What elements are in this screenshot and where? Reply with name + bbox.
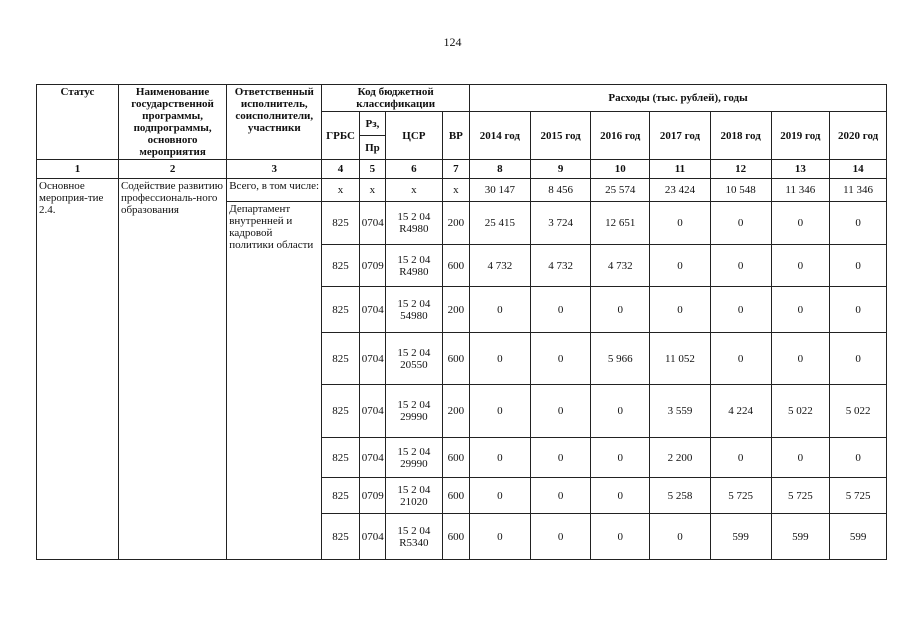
column-number: 7 bbox=[442, 160, 469, 179]
column-number: 1 bbox=[37, 160, 119, 179]
data-cell: 0 bbox=[530, 438, 591, 478]
data-cell: 12 651 bbox=[591, 202, 650, 245]
header-csr: ЦСР bbox=[386, 112, 443, 160]
data-cell: 5 258 bbox=[650, 478, 711, 514]
data-cell: 15 2 04 20550 bbox=[386, 333, 443, 385]
data-cell: 0 bbox=[650, 514, 711, 560]
data-cell: 0 bbox=[530, 333, 591, 385]
data-cell: 825 bbox=[322, 333, 359, 385]
data-cell: 825 bbox=[322, 202, 359, 245]
budget-table bbox=[36, 84, 887, 560]
header-year: 2018 год bbox=[710, 112, 771, 160]
data-cell: 0 bbox=[710, 287, 771, 333]
total-cell: х bbox=[322, 179, 359, 202]
header-year: 2017 год bbox=[650, 112, 711, 160]
data-cell: 5 022 bbox=[830, 385, 887, 438]
data-cell: 825 bbox=[322, 245, 359, 287]
data-cell: 3 559 bbox=[650, 385, 711, 438]
data-cell: 15 2 04 R4980 bbox=[386, 202, 443, 245]
data-cell: 600 bbox=[442, 514, 469, 560]
data-cell: 0 bbox=[530, 287, 591, 333]
data-cell: 825 bbox=[322, 287, 359, 333]
data-cell: 0704 bbox=[359, 202, 385, 245]
header-year: 2020 год bbox=[830, 112, 887, 160]
data-cell: 0 bbox=[591, 385, 650, 438]
column-number: 8 bbox=[470, 160, 531, 179]
column-number: 11 bbox=[650, 160, 711, 179]
header-expenses: Расходы (тыс. рублей), годы bbox=[470, 85, 887, 112]
header-responsible: Ответственный исполнитель, соисполнители, участники bbox=[227, 85, 322, 160]
total-cell: 11 346 bbox=[771, 179, 830, 202]
data-cell: 200 bbox=[442, 287, 469, 333]
data-cell: 0 bbox=[591, 478, 650, 514]
column-number: 12 bbox=[710, 160, 771, 179]
data-cell: 200 bbox=[442, 385, 469, 438]
data-cell: 0709 bbox=[359, 478, 385, 514]
data-cell: 0 bbox=[591, 438, 650, 478]
total-cell: 8 456 bbox=[530, 179, 591, 202]
data-cell: 15 2 04 29990 bbox=[386, 438, 443, 478]
header-budget-code: Код бюджетной классификации bbox=[322, 85, 470, 112]
data-cell: 599 bbox=[830, 514, 887, 560]
column-number: 9 bbox=[530, 160, 591, 179]
data-cell: 0 bbox=[650, 202, 711, 245]
data-cell: 5 725 bbox=[771, 478, 830, 514]
data-cell: 2 200 bbox=[650, 438, 711, 478]
data-cell: 0 bbox=[591, 514, 650, 560]
page-number: 124 bbox=[443, 35, 462, 49]
responsible-cell: Департамент внутренней и кадровой политики области bbox=[227, 202, 322, 560]
data-cell: 599 bbox=[710, 514, 771, 560]
data-cell: 15 2 04 21020 bbox=[386, 478, 443, 514]
data-cell: 825 bbox=[322, 385, 359, 438]
data-cell: 5 725 bbox=[710, 478, 771, 514]
data-cell: 4 732 bbox=[591, 245, 650, 287]
data-cell: 0 bbox=[470, 333, 531, 385]
data-cell: 0 bbox=[470, 514, 531, 560]
total-cell: х bbox=[359, 179, 385, 202]
data-cell: 3 724 bbox=[530, 202, 591, 245]
data-cell: 0 bbox=[710, 245, 771, 287]
data-cell: 825 bbox=[322, 438, 359, 478]
header-grbs: ГРБС bbox=[322, 112, 359, 160]
data-cell: 25 415 bbox=[470, 202, 531, 245]
header-vr: ВР bbox=[442, 112, 469, 160]
data-cell: 5 966 bbox=[591, 333, 650, 385]
data-cell: 0 bbox=[530, 478, 591, 514]
data-cell: 200 bbox=[442, 202, 469, 245]
column-number: 14 bbox=[830, 160, 887, 179]
data-cell: 0704 bbox=[359, 385, 385, 438]
data-cell: 0 bbox=[771, 333, 830, 385]
data-cell: 0 bbox=[771, 287, 830, 333]
data-cell: 0704 bbox=[359, 514, 385, 560]
data-cell: 825 bbox=[322, 514, 359, 560]
data-cell: 4 732 bbox=[470, 245, 531, 287]
data-cell: 0 bbox=[650, 245, 711, 287]
total-cell: 10 548 bbox=[710, 179, 771, 202]
data-cell: 0 bbox=[771, 438, 830, 478]
data-cell: 0 bbox=[470, 287, 531, 333]
header-year: 2016 год bbox=[591, 112, 650, 160]
data-cell: 0704 bbox=[359, 287, 385, 333]
total-cell: 25 574 bbox=[591, 179, 650, 202]
data-cell: 0704 bbox=[359, 438, 385, 478]
data-cell: 0 bbox=[591, 287, 650, 333]
header-year: 2019 год bbox=[771, 112, 830, 160]
data-cell: 15 2 04 R5340 bbox=[386, 514, 443, 560]
data-cell: 0 bbox=[710, 333, 771, 385]
data-cell: 0 bbox=[470, 385, 531, 438]
data-cell: 0 bbox=[470, 438, 531, 478]
header-rz: Рз, bbox=[359, 112, 385, 136]
column-number: 10 bbox=[591, 160, 650, 179]
data-cell: 0 bbox=[830, 438, 887, 478]
total-cell: 23 424 bbox=[650, 179, 711, 202]
data-cell: 15 2 04 29990 bbox=[386, 385, 443, 438]
data-cell: 0709 bbox=[359, 245, 385, 287]
data-cell: 600 bbox=[442, 245, 469, 287]
data-cell: 0 bbox=[771, 245, 830, 287]
data-cell: 5 022 bbox=[771, 385, 830, 438]
status-cell: Основное мероприя-тие 2.4. bbox=[37, 179, 119, 560]
data-cell: 11 052 bbox=[650, 333, 711, 385]
total-cell: 30 147 bbox=[470, 179, 531, 202]
table-row-total bbox=[37, 179, 887, 202]
data-cell: 600 bbox=[442, 438, 469, 478]
data-cell: 5 725 bbox=[830, 478, 887, 514]
data-cell: 0 bbox=[830, 202, 887, 245]
data-cell: 0 bbox=[830, 245, 887, 287]
header-name: Наименование государственной программы, подпрограммы, основного мероприятия bbox=[118, 85, 226, 160]
data-cell: 0 bbox=[830, 333, 887, 385]
data-cell: 0704 bbox=[359, 333, 385, 385]
column-number: 4 bbox=[322, 160, 359, 179]
data-cell: 4 224 bbox=[710, 385, 771, 438]
header-year: 2014 год bbox=[470, 112, 531, 160]
column-number: 13 bbox=[771, 160, 830, 179]
column-number: 6 bbox=[386, 160, 443, 179]
data-cell: 600 bbox=[442, 333, 469, 385]
data-cell: 0 bbox=[530, 514, 591, 560]
header-pr: Пр bbox=[359, 136, 385, 160]
data-cell: 0 bbox=[830, 287, 887, 333]
data-cell: 0 bbox=[530, 385, 591, 438]
data-cell: 825 bbox=[322, 478, 359, 514]
data-cell: 0 bbox=[771, 202, 830, 245]
data-cell: 0 bbox=[470, 478, 531, 514]
data-cell: 599 bbox=[771, 514, 830, 560]
total-cell: х bbox=[442, 179, 469, 202]
total-label-cell: Всего, в том числе: bbox=[227, 179, 322, 202]
column-number-row bbox=[37, 160, 887, 179]
column-number: 5 bbox=[359, 160, 385, 179]
total-cell: х bbox=[386, 179, 443, 202]
header-status: Статус bbox=[37, 85, 119, 160]
data-cell: 15 2 04 R4980 bbox=[386, 245, 443, 287]
data-cell: 0 bbox=[710, 438, 771, 478]
column-number: 2 bbox=[118, 160, 226, 179]
data-cell: 15 2 04 54980 bbox=[386, 287, 443, 333]
total-cell: 11 346 bbox=[830, 179, 887, 202]
header-year: 2015 год bbox=[530, 112, 591, 160]
program-name-cell: Содействие развитию профессиональ-ного образования bbox=[118, 179, 226, 560]
data-cell: 0 bbox=[650, 287, 711, 333]
data-cell: 0 bbox=[710, 202, 771, 245]
column-number: 3 bbox=[227, 160, 322, 179]
data-cell: 600 bbox=[442, 478, 469, 514]
data-cell: 4 732 bbox=[530, 245, 591, 287]
